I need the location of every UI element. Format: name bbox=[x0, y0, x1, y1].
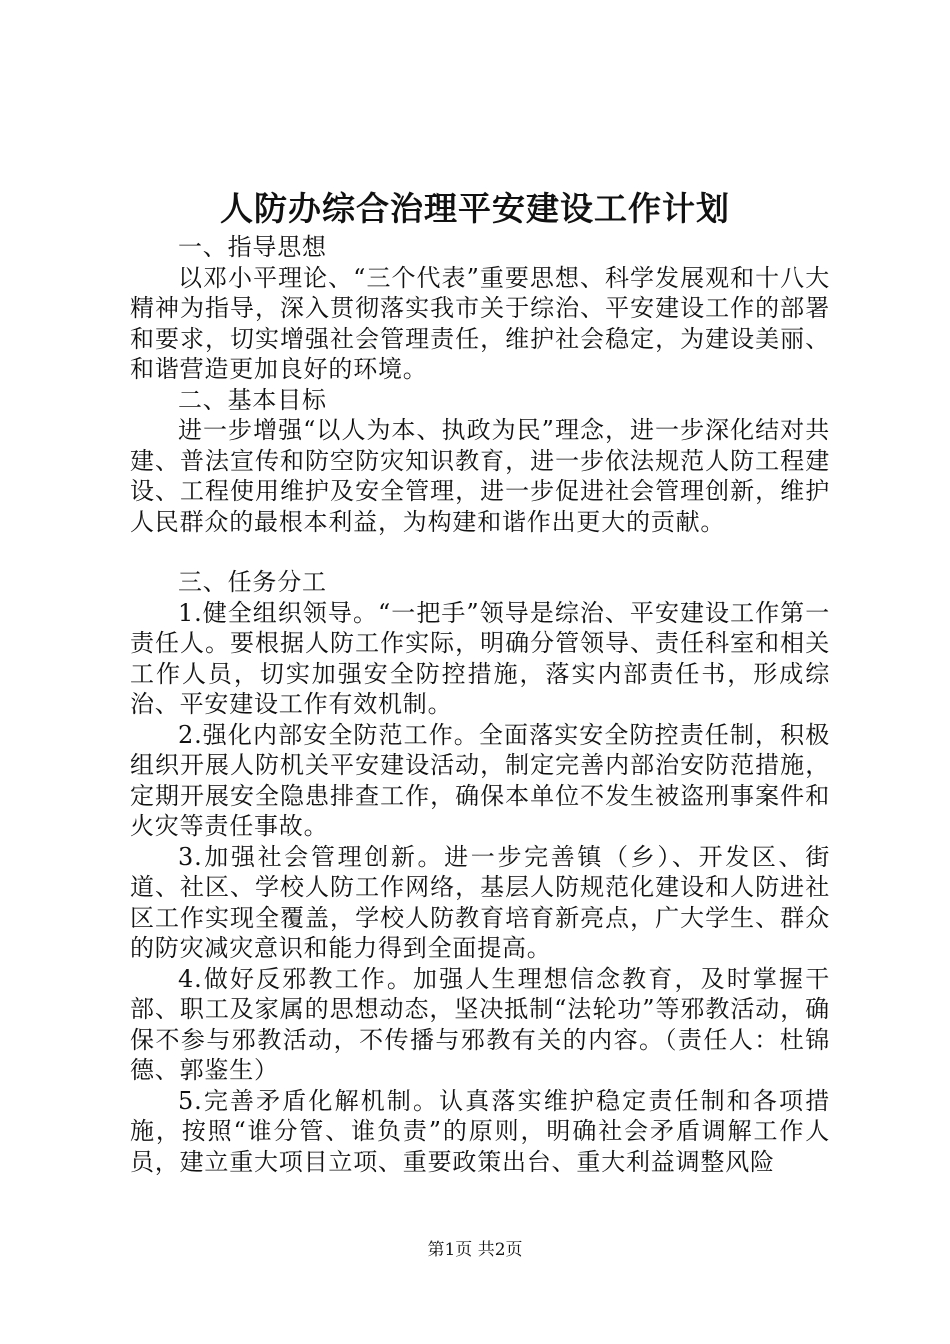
document-title: 人防办综合治理平安建设工作计划 bbox=[220, 189, 730, 228]
paragraph: 4.做好反邪教工作。加强人生理想信念教育，及时掌握干部、职工及家属的思想动态，坚决抵制“法轮功”等邪教活动，确保不参与邪教活动，不传播与邪教有关的内容。（责任人：杜锦德、郭鉴生） bbox=[130, 964, 830, 1084]
paragraph: 3.加强社会管理创新。进一步完善镇（乡）、开发区、街道、社区、学校人防工作网络，基层人防规范化建设和人防进社区工作实现全覆盖，学校人防教育培育新亮点，广大学生、群众的防灾减灾意识和能力得到全面提高。 bbox=[130, 842, 830, 962]
paragraph: 1.健全组织领导。“一把手”领导是综治、平安建设工作第一责任人。要根据人防工作实际，明确分管领导、责任科室和相关工作人员，切实加强安全防控措施，落实内部责任书，形成综治、平安建设工作有效机制。 bbox=[130, 598, 830, 718]
section-heading: 二、基本目标 bbox=[178, 385, 327, 414]
paragraph: 2.强化内部安全防范工作。全面落实安全防控责任制，积极组织开展人防机关平安建设活动，制定完善内部治安防范措施，定期开展安全隐患排查工作，确保本单位不发生被盗刑事案件和火灾等责任事故。 bbox=[130, 720, 830, 840]
section-heading: 三、任务分工 bbox=[178, 568, 327, 596]
section-heading: 一、指导思想 bbox=[178, 233, 327, 261]
paragraph: 5.完善矛盾化解机制。认真落实维护稳定责任制和各项措施，按照“谁分管、谁负责”的原则，明确社会矛盾调解工作人员，建立重大项目立项、重要政策出台、重大利益调整风险 bbox=[130, 1086, 830, 1176]
page-footer: 第1页 共2页 bbox=[427, 1240, 523, 1260]
paragraph: 以邓小平理论、“三个代表”重要思想、科学发展观和十八大精神为指导，深入贯彻落实我市关于综治、平安建设工作的部署和要求，切实增强社会管理责任，维护社会稳定，为建设美丽、和谐营造更加良好的环境。 bbox=[130, 263, 830, 383]
document-body bbox=[130, 232, 830, 1177]
paragraph: 进一步增强“以人为本、执政为民”理念，进一步深化结对共建、普法宣传和防空防灾知识教育，进一步依法规范人防工程建设、工程使用维护及安全管理，进一步促进社会管理创新，维护人民群众的最根本利益，为构建和谐作出更大的贡献。 bbox=[130, 416, 830, 536]
